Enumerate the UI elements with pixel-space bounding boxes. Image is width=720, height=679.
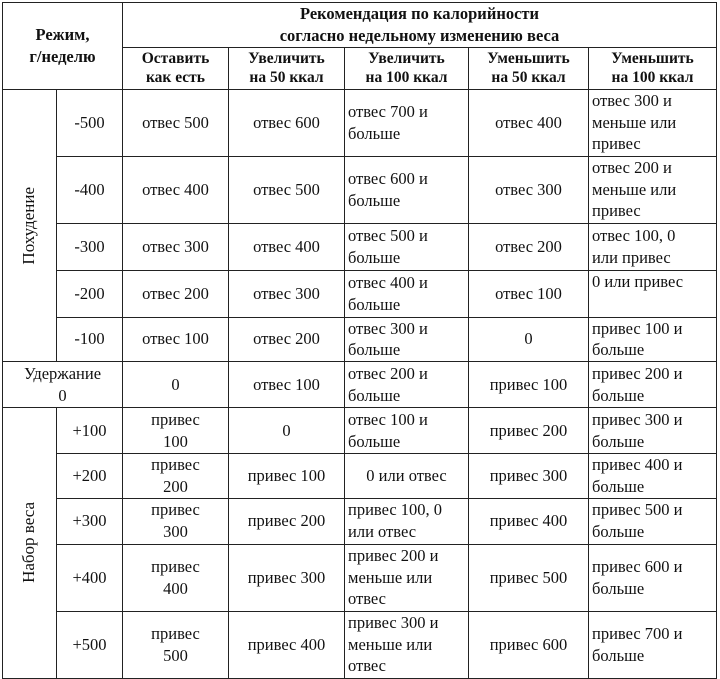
- table-cell: привес 400 и больше: [589, 454, 717, 499]
- table-cell: привес 100: [469, 362, 589, 408]
- table-cell: отвес 100 и больше: [345, 408, 469, 454]
- table-cell: привес 600 и больше: [589, 544, 717, 611]
- table-row: [3, 270, 717, 317]
- table-cell: отвес 100: [229, 362, 345, 408]
- mode-cell: +100: [57, 408, 123, 454]
- recommendation-group-header: Рекомендация по калорийности согласно недельному изменению веса: [123, 3, 717, 48]
- table-cell: привес 300: [469, 454, 589, 499]
- table-cell: отвес 200 и меньше или привес: [589, 156, 717, 223]
- mode-cell: -200: [57, 270, 123, 317]
- table-row: [3, 89, 717, 156]
- table-cell: отвес 300 и меньше или привес: [589, 89, 717, 156]
- table-row: [3, 611, 717, 678]
- table-cell: отвес 200 и больше: [345, 362, 469, 408]
- table-row: [3, 408, 717, 454]
- table-cell: привес 200 и больше: [589, 362, 717, 408]
- table-cell: 0: [469, 317, 589, 362]
- table-cell: отвес 200: [229, 317, 345, 362]
- mode-cell: +500: [57, 611, 123, 678]
- table-cell: отвес 300: [123, 223, 229, 270]
- table-cell: отвес 300 и больше: [345, 317, 469, 362]
- table-cell: отвес 500: [123, 89, 229, 156]
- table-cell: отвес 400 и больше: [345, 270, 469, 317]
- table-cell: привес 300 и меньше или отвес: [345, 611, 469, 678]
- table-cell: привес 100: [123, 408, 229, 454]
- table-cell: привес 600: [469, 611, 589, 678]
- column-header-increase-100: Увеличить на 100 ккал: [345, 47, 469, 89]
- column-header-decrease-100: Уменьшить на 100 ккал: [589, 47, 717, 89]
- table-cell: привес 400: [469, 498, 589, 544]
- table-row: [3, 156, 717, 223]
- table-cell: привес 400: [123, 544, 229, 611]
- table-cell: отвес 600 и больше: [345, 156, 469, 223]
- table-cell: отвес 200: [469, 223, 589, 270]
- mode-cell: +200: [57, 454, 123, 499]
- table-cell: отвес 100: [123, 317, 229, 362]
- header-row-top: [3, 3, 717, 48]
- calorie-recommendation-table: [2, 2, 717, 679]
- table-cell: 0: [229, 408, 345, 454]
- table-row: [3, 362, 717, 408]
- mode-cell: -500: [57, 89, 123, 156]
- column-header-increase-50: Увеличить на 50 ккал: [229, 47, 345, 89]
- table-cell: привес 500 и больше: [589, 498, 717, 544]
- column-header-keep: Оставить как есть: [123, 47, 229, 89]
- table-cell: отвес 100: [469, 270, 589, 317]
- table-cell: отвес 700 и больше: [345, 89, 469, 156]
- table-cell: отвес 200: [123, 270, 229, 317]
- table-cell: привес 500: [123, 611, 229, 678]
- table-cell: привес 300: [123, 498, 229, 544]
- calorie-recommendation-table-wrapper: [2, 2, 717, 679]
- table-cell: 0: [123, 362, 229, 408]
- gain-label-text: Набор веса: [19, 502, 39, 584]
- table-cell: привес 100, 0 или отвес: [345, 498, 469, 544]
- table-cell: привес 400: [229, 611, 345, 678]
- table-cell: отвес 600: [229, 89, 345, 156]
- table-cell: привес 200 и меньше или отвес: [345, 544, 469, 611]
- table-cell: привес 300: [229, 544, 345, 611]
- table-row: [3, 223, 717, 270]
- table-cell: привес 500: [469, 544, 589, 611]
- table-cell: привес 200: [229, 498, 345, 544]
- column-header-decrease-50: Уменьшить на 50 ккал: [469, 47, 589, 89]
- table-cell: привес 200: [123, 454, 229, 499]
- table-cell: отвес 400: [123, 156, 229, 223]
- table-cell: привес 100: [229, 454, 345, 499]
- table-cell: отвес 300: [469, 156, 589, 223]
- loss-label-text: Похудение: [19, 186, 39, 265]
- mode-header: Режим, г/неделю: [3, 3, 123, 90]
- table-cell: 0 или привес: [589, 270, 717, 317]
- mode-cell: -400: [57, 156, 123, 223]
- table-cell: отвес 400: [469, 89, 589, 156]
- table-row: [3, 498, 717, 544]
- group-label-maintain: Удержание 0: [3, 362, 123, 408]
- group-label-gain: [3, 408, 57, 679]
- mode-cell: +400: [57, 544, 123, 611]
- table-cell: привес 300 и больше: [589, 408, 717, 454]
- mode-cell: -100: [57, 317, 123, 362]
- table-cell: отвес 100, 0 или привес: [589, 223, 717, 270]
- mode-cell: +300: [57, 498, 123, 544]
- table-cell: отвес 500 и больше: [345, 223, 469, 270]
- table-cell: привес 700 и больше: [589, 611, 717, 678]
- table-row: [3, 544, 717, 611]
- table-row: [3, 317, 717, 362]
- mode-cell: -300: [57, 223, 123, 270]
- table-cell: привес 100 и больше: [589, 317, 717, 362]
- table-row: [3, 454, 717, 499]
- table-cell: отвес 400: [229, 223, 345, 270]
- table-cell: отвес 300: [229, 270, 345, 317]
- table-cell: отвес 500: [229, 156, 345, 223]
- table-cell: 0 или отвес: [345, 454, 469, 499]
- group-label-loss: [3, 89, 57, 362]
- table-cell: привес 200: [469, 408, 589, 454]
